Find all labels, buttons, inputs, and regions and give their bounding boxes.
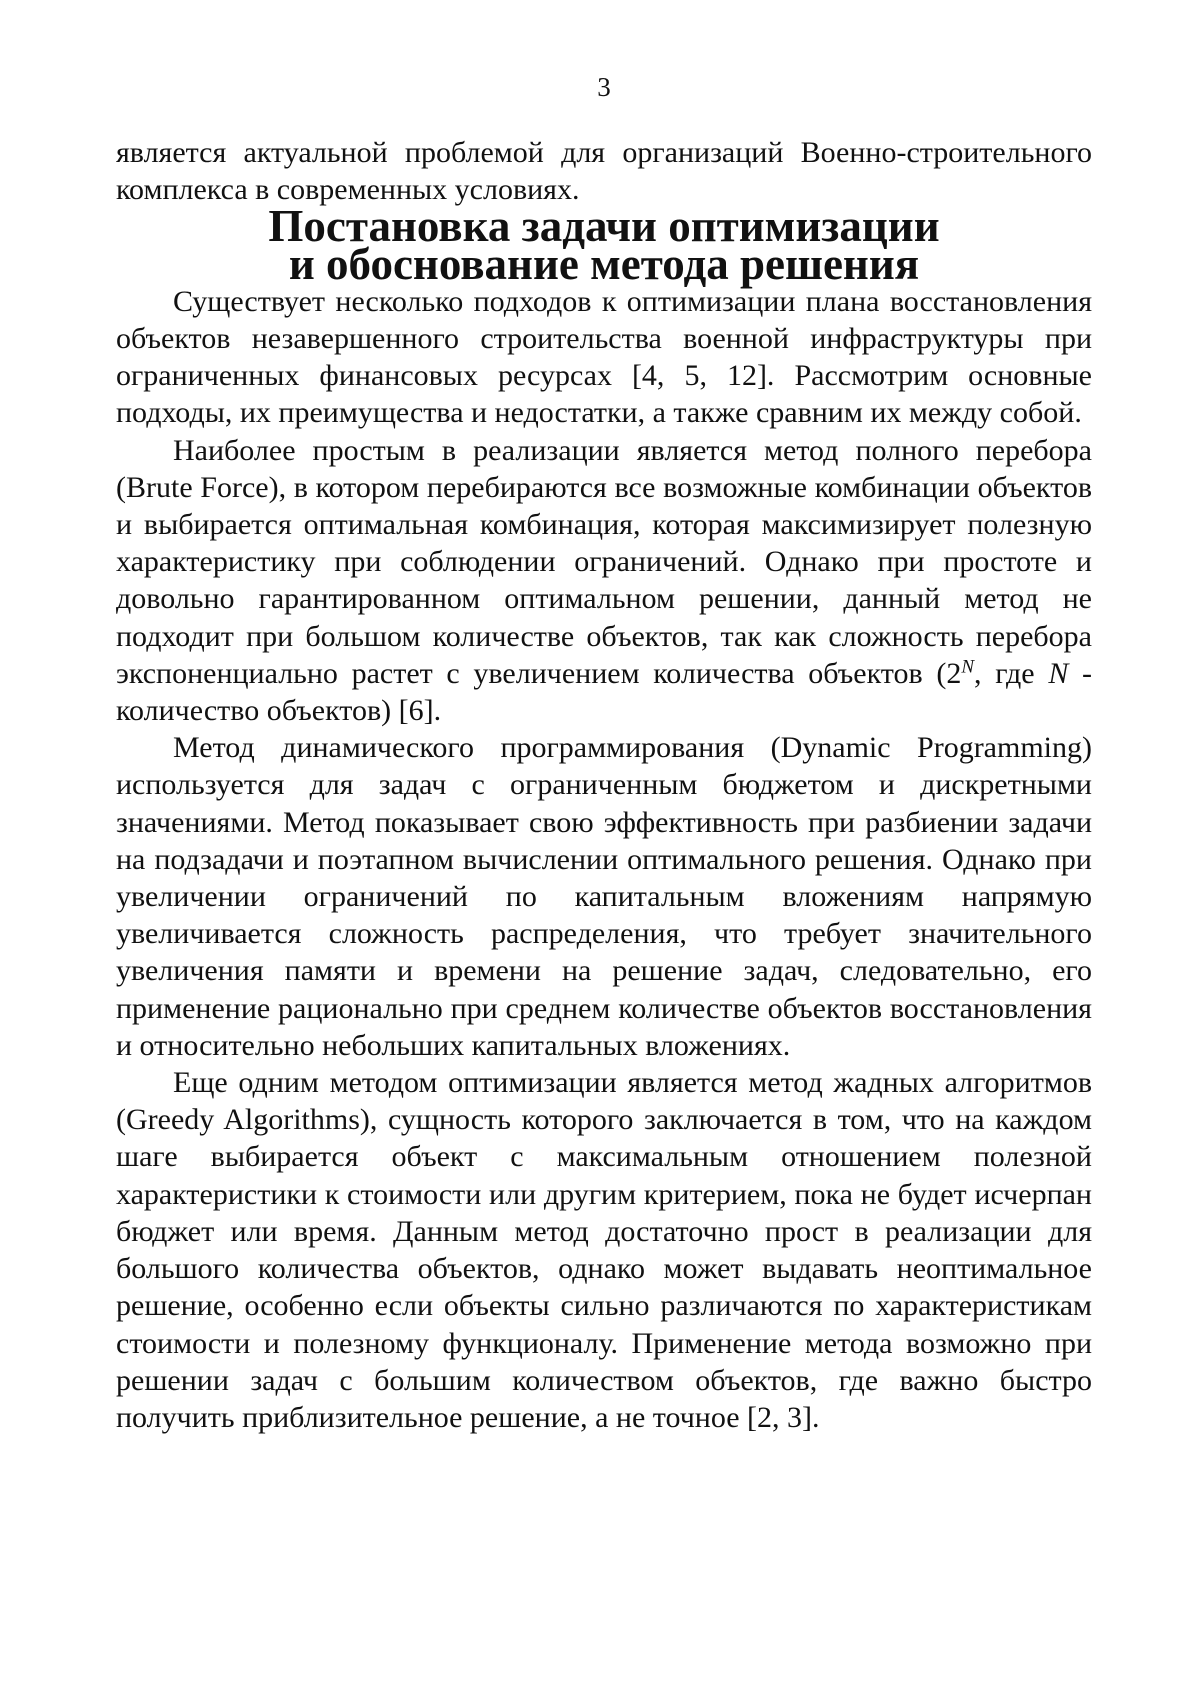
- document-body: [116, 134, 1092, 1436]
- page-number: 3: [597, 72, 611, 102]
- section-heading-line-2: и обоснование метода решения: [288, 238, 920, 289]
- paragraph-dynamic-programming: Метод динамического программирования (Dynamic Programming) используется для задач с ограниченным бюджетом и дискретными значениями. Метод показывает свою эффективность при разбиении задачи на подзадачи и поэтапном вычислении оптимального решения. Однако при увеличении ограничений по капитальным вложениям напрямую увеличивается сложность распределения, что требует значительного увеличения памяти и времени на решение задач, следовательно, его применение рационально при среднем количестве объектов восстановления и относительно небольших капитальных вложениях.: [116, 731, 1092, 1062]
- paragraph-brute-force: [116, 432, 1092, 730]
- brute-force-text: Наиболее простым в реализации является метод полного перебора (Brute Force), в котором перебираются все возможные комбинации объектов и выбирается оптимальная комбинация, которая максимизирует полезную характеристику при соблюдении ограничений. Однако при простоте и довольно гарантированном оптимальном решении, данный метод не подходит при большом количестве объектов, так как сложность перебора экспоненциально растет с увеличением количества объектов (2: [116, 433, 1092, 690]
- brute-force-text-cont: , где: [974, 656, 1049, 690]
- variable-n: N: [1048, 656, 1069, 690]
- paragraph-approaches: Существует несколько подходов к оптимизации плана восстановления объектов незавершенного строительства военной инфраструктуры при ограниченных финансовых ресурсах [4, 5, 12]. Рассмотрим основные подходы, их преимущества и недостатки, а также сравним их между собой.: [116, 284, 1092, 430]
- intro-paragraph: является актуальной проблемой для организаций Военно-строительного комплекса в современных условиях.: [116, 136, 1092, 207]
- section-heading-line-1: Постановка задачи оптимизации: [268, 201, 940, 252]
- brute-force-text-end: - количество объектов) [6].: [116, 656, 1093, 728]
- section-heading: [116, 201, 1092, 289]
- exponent-n: N: [961, 656, 975, 678]
- paragraph-greedy: Еще одним методом оптимизации является метод жадных алгоритмов (Greedy Algorithms), сущность которого заключается в том, что на каждом шаге выбирается объект с максимальным отношением полезной характеристики к стоимости или другим критерием, пока не будет исчерпан бюджет или время. Данным метод достаточно прост в реализации для большого количества объектов, однако может выдавать неоптимальное решение, особенно если объекты сильно различаются по характеристикам стоимости и полезному функционалу. Применение метода возможно при решении задач с большим количеством объектов, где важно быстро получить приблизительное решение, а не точное [2, 3].: [116, 1066, 1092, 1434]
